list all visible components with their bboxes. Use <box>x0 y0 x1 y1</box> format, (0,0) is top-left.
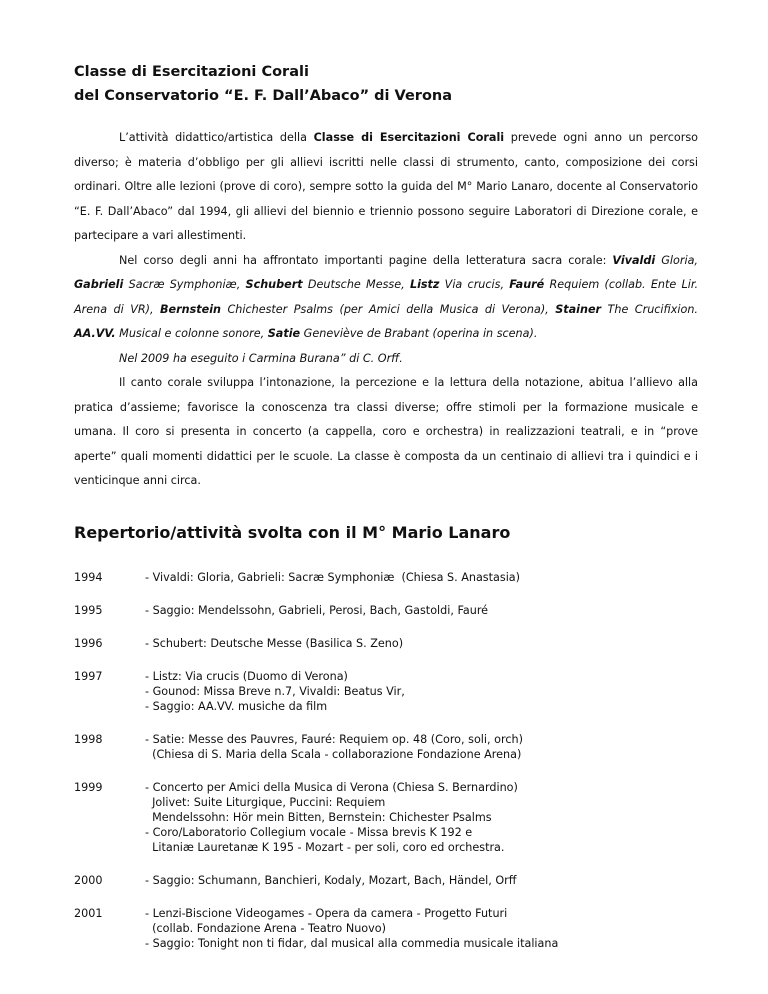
intro-paragraph-3 <box>74 347 698 372</box>
p2-run: Sacræ Symphoniæ, <box>123 278 246 291</box>
repertoire-entry-line: - Listz: Via crucis (Duomo di Verona) <box>145 669 348 683</box>
p2-run: Musical e colonne sonore, <box>115 327 268 340</box>
p2-run: AA.VV. <box>74 327 116 340</box>
repertoire-entry-line: - Satie: Messe des Pauvres, Fauré: Requiem op. 48 (Coro, soli, orch) <box>145 732 523 746</box>
p2-run: Chichester Psalms (per Amici della Musica di Verona), <box>221 302 556 316</box>
p1-run: prevede ogni anno un percorso diverso; è materia d’obbligo per gli allievi iscritti nelle classi di strumento, canto, composizione dei corsi ordinari. Oltre alle lezioni (prove di coro), sempre sotto la guida del M° Mario Lanaro, docente al Conservatorio “E. F. Dall’Abaco” dal 1994, gli allievi del biennio e triennio possono seguire Laboratori di Direzione corale, e partecipare a vari allestimenti. <box>74 131 698 242</box>
repertoire-row <box>74 906 698 951</box>
p2-run: Nel corso degli anni ha affrontato importanti pagine della letteratura sacra corale: <box>119 253 613 267</box>
repertoire-entry-line: - Gounod: Missa Breve n.7, Vivaldi: Beatus Vir, <box>145 684 405 698</box>
repertoire-year: 1998 <box>74 732 103 746</box>
p1-run: L’attività didattico/artistica della <box>119 131 314 144</box>
p2-run: Deutsche Messe, <box>302 278 410 291</box>
intro-paragraph-4-text: Il canto corale sviluppa l’intonazione, la percezione e la lettura della notazione, abitua l’allievo alla pratica d’assieme; favorisce la conoscenza tra classi diverse; offre stimoli per la formazione musicale e umana. Il coro si presenta in concerto (a cappella, coro e orchestra) in realizzazioni teatrali, e in “prove aperte” quali momenti didattici per le scuole. La classe è composta da un centinaio di allievi tra i quindici e i venticinque anni circa. <box>74 376 698 487</box>
intro-paragraph-1 <box>74 126 698 249</box>
document-title-line-1: Classe di Esercitazioni Corali <box>74 64 309 80</box>
p2-run: Requiem (collab. Ente Lir. Arena di VR), <box>74 278 698 316</box>
p2-run: Gabrieli <box>74 278 124 291</box>
p2-run: Fauré <box>509 278 545 291</box>
repertoire-heading: Repertorio/attività svolta con il M° Mario Lanaro <box>74 522 511 542</box>
repertoire-entry-line: - Coro/Laboratorio Collegium vocale - Missa brevis K 192 e <box>145 825 473 839</box>
repertoire-row <box>74 780 698 855</box>
p2-run: Listz <box>409 278 440 291</box>
p2-run: Satie <box>267 327 301 340</box>
intro-paragraph-3-text: Nel 2009 ha eseguito i Carmina Burana” di C. Orff. <box>119 351 403 365</box>
p1-run: Classe di Esercitazioni Corali <box>313 131 505 144</box>
repertoire-list <box>74 570 698 951</box>
repertoire-entry-line: - Lenzi-Biscione Videogames - Opera da camera - Progetto Futuri <box>145 906 508 920</box>
repertoire-year: 1994 <box>74 570 103 584</box>
repertoire-year: 1997 <box>74 669 103 683</box>
repertoire-year: 2001 <box>74 906 103 920</box>
document-page <box>74 60 698 969</box>
repertoire-entry-line: (collab. Fondazione Arena - Teatro Nuovo) <box>145 921 386 935</box>
p2-run: Geneviève de Brabant (operina in scena). <box>300 327 538 340</box>
p2-run: Gloria, <box>655 253 698 267</box>
p2-run: Vivaldi <box>612 253 656 267</box>
repertoire-entry-line: - Saggio: AA.VV. musiche da film <box>145 699 328 713</box>
repertoire-entries <box>145 603 698 618</box>
p2-run: Bernstein <box>160 302 221 316</box>
repertoire-entries <box>145 636 698 651</box>
repertoire-year: 1999 <box>74 780 103 794</box>
repertoire-entry-line: Litaniæ Lauretanæ K 195 - Mozart - per soli, coro ed orchestra. <box>145 840 505 854</box>
repertoire-entries <box>145 873 698 888</box>
repertoire-row <box>74 669 698 714</box>
p2-run: Stainer <box>555 302 602 316</box>
document-title-line-2: del Conservatorio “E. F. Dall’Abaco” di Verona <box>74 88 453 104</box>
repertoire-row <box>74 873 698 888</box>
repertoire-entry-line: Jolivet: Suite Liturgique, Puccini: Requiem <box>145 795 386 809</box>
repertoire-row <box>74 732 698 762</box>
intro-paragraph-4 <box>74 371 698 494</box>
repertoire-entry-line: - Saggio: Tonight non ti fidar, dal musical alla commedia musicale italiana <box>145 936 559 950</box>
repertoire-row <box>74 636 698 651</box>
repertoire-row <box>74 570 698 585</box>
repertoire-entries <box>145 669 698 714</box>
repertoire-entry-line: - Saggio: Schumann, Banchieri, Kodaly, Mozart, Bach, Händel, Orff <box>145 873 517 887</box>
repertoire-year: 1995 <box>74 603 103 617</box>
repertoire-entry-line: Mendelssohn: Hör mein Bitten, Bernstein: Chichester Psalms <box>145 810 492 824</box>
document-header <box>74 60 698 108</box>
repertoire-year: 2000 <box>74 873 103 887</box>
p2-run: Schubert <box>245 278 303 291</box>
repertoire-entry-line: - Concerto per Amici della Musica di Verona (Chiesa S. Bernardino) <box>145 780 518 794</box>
repertoire-entry-line: - Schubert: Deutsche Messe (Basilica S. Zeno) <box>145 636 404 650</box>
repertoire-year: 1996 <box>74 636 103 650</box>
repertoire-entries <box>145 906 698 951</box>
intro-paragraph-2 <box>74 249 698 347</box>
repertoire-entry-line: (Chiesa di S. Maria della Scala - collaborazione Fondazione Arena) <box>145 747 522 761</box>
repertoire-entries <box>145 570 698 585</box>
repertoire-entry-line: - Saggio: Mendelssohn, Gabrieli, Perosi, Bach, Gastoldi, Fauré <box>145 603 489 617</box>
p2-run: Via crucis, <box>439 278 510 291</box>
repertoire-row <box>74 603 698 618</box>
p2-run: The Crucifixion. <box>601 302 698 316</box>
repertoire-entries <box>145 780 698 855</box>
repertoire-entry-line: - Vivaldi: Gloria, Gabrieli: Sacræ Symphoniæ (Chiesa S. Anastasia) <box>145 570 521 584</box>
repertoire-entries <box>145 732 698 762</box>
